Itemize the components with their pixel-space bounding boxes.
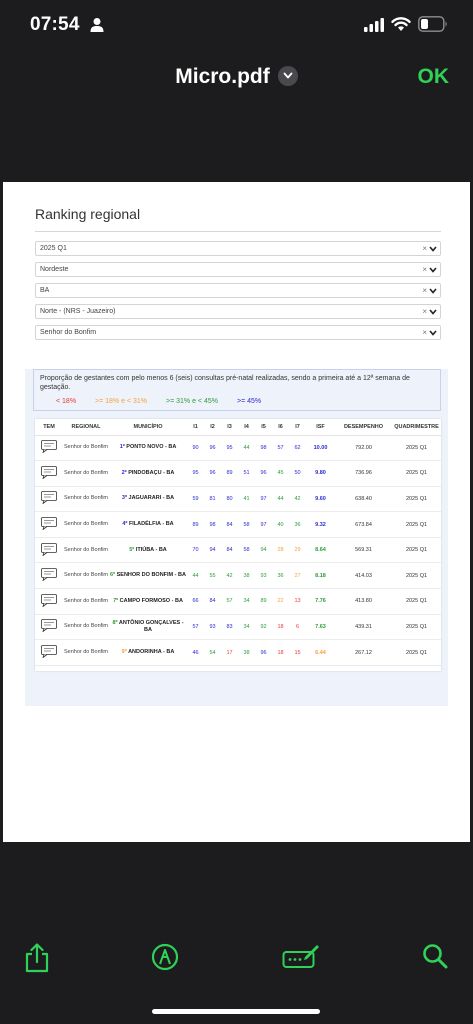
indicator-cell: 92 — [255, 614, 272, 640]
indicator-cell: 13 — [289, 589, 306, 615]
indicator-cell: 44 — [238, 435, 255, 461]
desempenho-cell: 673.84 — [335, 512, 392, 538]
isf-cell: 9.32 — [306, 512, 335, 538]
regional-cell: Senhor do Bonfim — [63, 614, 109, 640]
filter-value: Senhor do Bonfim — [40, 329, 97, 336]
indicator-cell: 84 — [221, 512, 238, 538]
municipio-name: ANTÔNIO GONÇALVES - BA — [118, 619, 184, 633]
report-header — [25, 206, 448, 369]
tem-cell — [35, 537, 63, 563]
indicator-cell: 15 — [289, 640, 306, 666]
rank-badge: 7º — [113, 597, 119, 604]
legend-orange: >= 18% e < 31% — [95, 398, 147, 405]
indicator-cell: 41 — [238, 486, 255, 512]
indicator-cell: 84 — [221, 537, 238, 563]
rank-badge: 3º — [121, 495, 127, 502]
municipio-name: ITIÚBA - BA — [135, 546, 167, 553]
indicator-cell: 34 — [238, 589, 255, 615]
rank-badge: 6º — [110, 572, 116, 579]
bottom-toolbar — [0, 935, 473, 985]
indicator-cell: 70 — [187, 537, 204, 563]
column-header: I3 — [221, 419, 238, 435]
indicator-cell: 29 — [289, 537, 306, 563]
indicator-cell: 98 — [255, 435, 272, 461]
column-header: DESEMPENHO — [335, 419, 392, 435]
indicator-cell: 34 — [238, 614, 255, 640]
cellular-signal-icon — [364, 18, 384, 32]
quadrimestre-cell: 2025 Q1 — [392, 486, 441, 512]
indicator-cell: 18 — [272, 614, 289, 640]
filter-value: BA — [40, 287, 50, 294]
table-row — [35, 435, 441, 461]
filter-value: Norte - (NRS - Juazeiro) — [40, 308, 116, 315]
quadrimestre-cell: 2025 Q1 — [392, 614, 441, 640]
indicator-cell: 17 — [221, 640, 238, 666]
regional-cell: Senhor do Bonfim — [63, 512, 109, 538]
legend-blue: >= 45% — [237, 398, 262, 405]
municipio-cell — [109, 563, 187, 589]
municipio-cell — [109, 537, 187, 563]
navigation-bar — [0, 52, 473, 102]
tem-cell — [35, 486, 63, 512]
indicator-cell: 54 — [204, 640, 221, 666]
indicator-text: Proporção de gestantes com pelo menos 6 (seis) consultas pré-natal realizadas, sendo a primeira até a 12ª semana de gestação. — [40, 375, 410, 391]
indicator-cell: 96 — [204, 435, 221, 461]
chevron-down-icon[interactable] — [429, 288, 437, 294]
message-icon[interactable] — [41, 552, 57, 558]
person-icon — [90, 17, 104, 33]
column-header: I1 — [187, 419, 204, 435]
indicator-cell: 81 — [204, 486, 221, 512]
report-panel — [25, 206, 448, 706]
tem-cell — [35, 512, 63, 538]
indicator-cell: 96 — [255, 461, 272, 487]
regional-cell: Senhor do Bonfim — [63, 486, 109, 512]
isf-cell: 7.76 — [306, 589, 335, 615]
filter-regional[interactable] — [35, 325, 441, 340]
indicator-cell: 46 — [187, 640, 204, 666]
indicator-cell: 93 — [204, 614, 221, 640]
report-title: Ranking regional — [35, 206, 141, 222]
table-row — [35, 537, 441, 563]
municipio-cell — [109, 640, 187, 666]
indicator-cell: 57 — [272, 435, 289, 461]
filter-value: 2025 Q1 — [40, 245, 67, 252]
indicator-cell: 36 — [289, 512, 306, 538]
indicator-cell: 45 — [272, 461, 289, 487]
indicator-cell: 94 — [204, 537, 221, 563]
battery-icon — [418, 16, 448, 32]
indicator-cell: 55 — [204, 563, 221, 589]
table-row — [35, 563, 441, 589]
filter-quadrimestre[interactable] — [35, 241, 441, 256]
indicator-cell: 62 — [289, 435, 306, 461]
indicator-cell: 42 — [289, 486, 306, 512]
legend-green: >= 31% e < 45% — [166, 398, 218, 405]
indicator-cell: 27 — [289, 563, 306, 589]
filter-macrorregiao[interactable] — [35, 304, 441, 319]
municipio-name: SENHOR DO BONFIM - BA — [116, 572, 186, 579]
clear-icon[interactable]: × — [422, 328, 427, 337]
indicator-cell: 89 — [255, 589, 272, 615]
indicator-cell: 95 — [187, 461, 204, 487]
filter-value: Nordeste — [40, 266, 69, 273]
indicator-cell: 80 — [221, 486, 238, 512]
isf-cell: 9.80 — [306, 461, 335, 487]
regional-cell: Senhor do Bonfim — [63, 589, 109, 615]
table-row — [35, 614, 441, 640]
chevron-down-icon[interactable] — [429, 246, 437, 252]
indicator-cell: 44 — [272, 486, 289, 512]
indicator-cell: 38 — [238, 640, 255, 666]
isf-cell: 8.64 — [306, 537, 335, 563]
column-header: I2 — [204, 419, 221, 435]
isf-cell: 10.00 — [306, 435, 335, 461]
status-bar — [0, 0, 473, 52]
indicator-cell: 50 — [289, 461, 306, 487]
municipio-name: FILADÉLFIA - BA — [128, 521, 174, 528]
table-row — [35, 512, 441, 538]
rank-badge: 2º — [121, 469, 127, 476]
indicator-cell: 96 — [255, 640, 272, 666]
message-icon[interactable] — [41, 628, 57, 634]
clear-icon[interactable]: × — [422, 244, 427, 253]
desempenho-cell: 414.03 — [335, 563, 392, 589]
column-header: ISF — [306, 419, 335, 435]
indicator-cell: 59 — [187, 486, 204, 512]
indicator-cell: 28 — [272, 537, 289, 563]
table-row — [35, 486, 441, 512]
desempenho-cell: 569.31 — [335, 537, 392, 563]
tem-cell — [35, 589, 63, 615]
message-icon[interactable] — [41, 577, 57, 583]
quadrimestre-cell: 2025 Q1 — [392, 640, 441, 666]
title-divider — [35, 231, 441, 232]
desempenho-cell: 638.40 — [335, 486, 392, 512]
table-body — [35, 435, 441, 665]
column-header: REGIONAL — [63, 419, 109, 435]
table-row — [35, 640, 441, 666]
wifi-icon — [391, 16, 411, 32]
quadrimestre-cell: 2025 Q1 — [392, 512, 441, 538]
municipio-cell — [109, 614, 187, 640]
indicator-cell: 66 — [187, 589, 204, 615]
desempenho-cell: 413.80 — [335, 589, 392, 615]
home-indicator[interactable] — [152, 1009, 320, 1014]
table-row — [35, 461, 441, 487]
table-row — [35, 589, 441, 615]
indicator-cell: 18 — [272, 640, 289, 666]
tem-cell — [35, 435, 63, 461]
indicator-cell: 97 — [255, 512, 272, 538]
message-icon[interactable] — [41, 526, 57, 532]
document-title[interactable] — [0, 65, 473, 89]
search-icon[interactable] — [422, 943, 448, 971]
message-icon[interactable] — [41, 500, 57, 506]
municipio-name: CAMPO FORMOSO - BA — [119, 597, 183, 604]
indicator-cell: 22 — [272, 589, 289, 615]
filter-uf[interactable] — [35, 283, 441, 298]
isf-cell: 9.60 — [306, 486, 335, 512]
indicator-cell: 98 — [204, 512, 221, 538]
municipio-cell — [109, 435, 187, 461]
share-icon[interactable] — [24, 943, 50, 973]
indicator-cell: 40 — [272, 512, 289, 538]
rank-badge: 1º — [119, 444, 125, 451]
municipio-cell — [109, 486, 187, 512]
indicator-cell: 94 — [255, 537, 272, 563]
rank-badge: 5º — [129, 546, 135, 553]
indicator-cell: 90 — [187, 435, 204, 461]
column-header: I7 — [289, 419, 306, 435]
regional-cell: Senhor do Bonfim — [63, 537, 109, 563]
clear-icon[interactable]: × — [422, 286, 427, 295]
message-icon[interactable] — [41, 449, 57, 455]
signature-icon[interactable] — [282, 943, 320, 971]
regional-cell: Senhor do Bonfim — [63, 563, 109, 589]
desempenho-cell: 267.12 — [335, 640, 392, 666]
municipio-name: JAGUARARI - BA — [128, 495, 175, 502]
municipio-name: PONTO NOVO - BA — [126, 444, 177, 451]
indicator-cell: 97 — [255, 486, 272, 512]
chevron-down-icon[interactable] — [429, 330, 437, 336]
indicator-cell: 89 — [187, 512, 204, 538]
indicator-description — [33, 369, 441, 411]
chevron-down-icon[interactable] — [429, 267, 437, 273]
indicator-cell: 6 — [289, 614, 306, 640]
table-header — [35, 419, 441, 435]
quadrimestre-cell: 2025 Q1 — [392, 435, 441, 461]
chevron-down-icon[interactable] — [429, 309, 437, 315]
column-header: TEM — [35, 419, 63, 435]
ok-button[interactable]: OK — [417, 65, 449, 88]
rank-badge: 9º — [121, 649, 127, 656]
pdf-page[interactable] — [3, 182, 470, 842]
quadrimestre-cell: 2025 Q1 — [392, 589, 441, 615]
column-header: I5 — [255, 419, 272, 435]
quadrimestre-cell: 2025 Q1 — [392, 563, 441, 589]
isf-cell: 6.44 — [306, 640, 335, 666]
regional-cell: Senhor do Bonfim — [63, 435, 109, 461]
desempenho-cell: 736.96 — [335, 461, 392, 487]
tem-cell — [35, 640, 63, 666]
indicator-cell: 36 — [272, 563, 289, 589]
isf-cell: 7.63 — [306, 614, 335, 640]
rank-badge: 8º — [112, 619, 118, 626]
indicator-cell: 58 — [238, 537, 255, 563]
indicator-cell: 58 — [238, 512, 255, 538]
chevron-down-icon[interactable] — [278, 66, 298, 86]
municipio-cell — [109, 512, 187, 538]
indicator-cell: 42 — [221, 563, 238, 589]
indicator-cell: 84 — [204, 589, 221, 615]
filter-regiao[interactable] — [35, 262, 441, 277]
tem-cell — [35, 461, 63, 487]
legend-red: < 18% — [56, 398, 77, 405]
ranking-table — [35, 419, 441, 671]
desempenho-cell: 439.31 — [335, 614, 392, 640]
tem-cell — [35, 563, 63, 589]
indicator-cell: 44 — [187, 563, 204, 589]
indicator-cell: 89 — [221, 461, 238, 487]
regional-cell: Senhor do Bonfim — [63, 640, 109, 666]
desempenho-cell: 792.00 — [335, 435, 392, 461]
indicator-cell: 96 — [204, 461, 221, 487]
status-time: 07:54 — [30, 14, 80, 35]
isf-cell: 8.18 — [306, 563, 335, 589]
indicator-cell: 95 — [221, 435, 238, 461]
municipio-cell — [109, 461, 187, 487]
rank-badge: 4º — [122, 521, 128, 528]
message-icon[interactable] — [41, 654, 57, 660]
message-icon[interactable] — [41, 603, 57, 609]
clear-icon[interactable]: × — [422, 307, 427, 316]
indicator-cell: 83 — [221, 614, 238, 640]
indicator-cell: 38 — [238, 563, 255, 589]
municipio-name: PINDOBAÇU - BA — [128, 469, 175, 476]
quadrimestre-cell: 2025 Q1 — [392, 461, 441, 487]
column-header: I4 — [238, 419, 255, 435]
clear-icon[interactable]: × — [422, 265, 427, 274]
column-header: I6 — [272, 419, 289, 435]
municipio-cell — [109, 589, 187, 615]
column-header: QUADRIMESTRE — [392, 419, 441, 435]
document-title-text: Micro.pdf — [175, 65, 270, 89]
indicator-cell: 93 — [255, 563, 272, 589]
indicator-cell: 57 — [187, 614, 204, 640]
column-header: MUNICÍPIO — [109, 419, 187, 435]
indicator-cell: 57 — [221, 589, 238, 615]
quadrimestre-cell: 2025 Q1 — [392, 537, 441, 563]
tem-cell — [35, 614, 63, 640]
markup-icon[interactable] — [151, 943, 179, 971]
message-icon[interactable] — [41, 475, 57, 481]
indicator-cell: 51 — [238, 461, 255, 487]
regional-cell: Senhor do Bonfim — [63, 461, 109, 487]
municipio-name: ANDORINHA - BA — [128, 649, 175, 656]
